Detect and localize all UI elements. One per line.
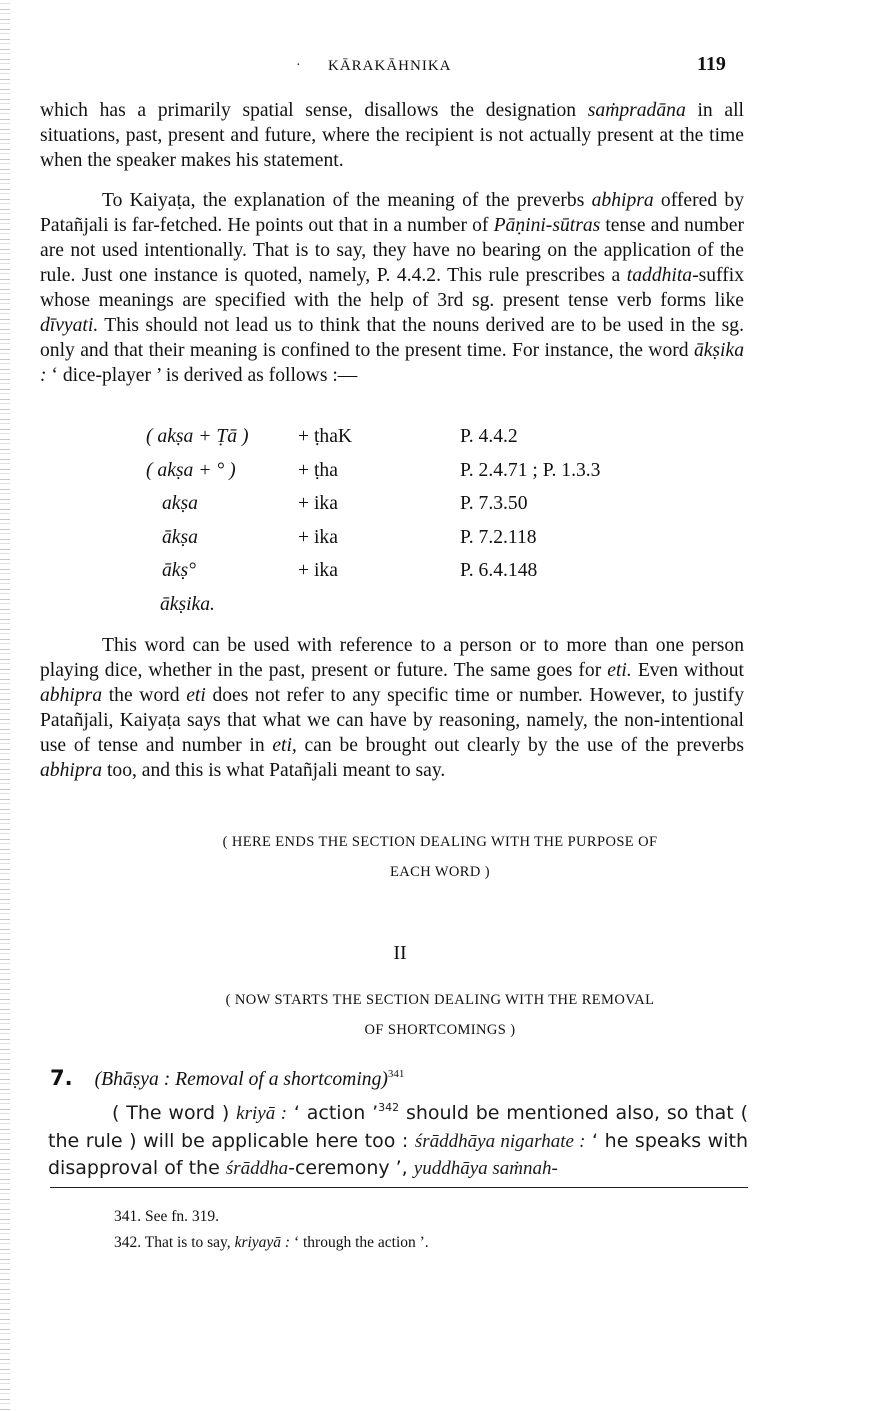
derivation-form: ākṣ° xyxy=(162,560,196,581)
section-end-line-1: ( HERE ENDS THE SECTION DEALING WITH THE PURPOSE OF xyxy=(222,834,658,850)
footnote-342: 342. That is to say, kriyayā : ‘ through the action ’. xyxy=(114,1234,429,1251)
section-7-heading xyxy=(50,1066,404,1091)
paragraph-2: To Kaiyaṭa, the explanation of the meaning of the preverbs abhipra offered by Patañjali is far-fetched. He points out that in a number of Pāṇini-sūtras tense and number are not used intentionally. That is to say, they have no bearing on the application of the rule. Just one instance is quoted, namely, P. 4.4.2. This rule prescribes a taddhita-suffix whose meanings are specified with the help of 3rd sg. present tense verb forms like dīvyati. This should not lead us to think that the nouns derived are to be used in the sg. only and that their meaning is confined to the present time. For instance, the word ākṣika : ‘ dice-player ’ is derived as follows :— xyxy=(40,190,744,386)
derivation-suffix: + ika xyxy=(298,560,338,581)
derivation-rule: P. 7.3.50 xyxy=(460,493,528,514)
header-dot: · xyxy=(296,58,301,73)
derivation-row xyxy=(146,560,706,594)
derivation-row xyxy=(146,527,706,561)
section-roman-numeral: II xyxy=(393,942,407,964)
derivation-rule: P. 4.4.2 xyxy=(460,426,518,447)
section-start-note xyxy=(120,985,760,1045)
section-title: (Bhāṣya : Removal of a shortcoming) xyxy=(94,1069,388,1090)
derivation-suffix: + ika xyxy=(298,526,338,548)
derivation-row xyxy=(146,493,706,527)
footnote-341: 341. See fn. 319. xyxy=(114,1208,220,1225)
derivation-form: ( akṣa + Ṭā ) xyxy=(146,426,249,447)
derivation-result: ākṣika. xyxy=(160,593,215,615)
derivation-form: akṣa xyxy=(162,493,198,514)
paragraph-3: This word can be used with reference to a person or to more than one person playing dice, whether in the past, present or future. The same goes for eti. Even without abhipra the word eti does not refer to any specific time or number. However, to justify Patañjali, Kaiyaṭa says that what we can have by reasoning, namely, the non-intentional use of tense and number in eti, can be brought out clearly by the use of the preverbs abhipra too, and this is what Patañjali meant to say. xyxy=(40,635,745,781)
derivation-suffix: + ṭhaK xyxy=(298,426,353,447)
derivation-rule: P. 6.4.148 xyxy=(460,560,538,581)
paragraph-1: which has a primarily spatial sense, disallows the designation saṁpradāna in all situations, past, present and future, where the recipient is not actually present at the time when the speaker makes his statement. xyxy=(40,100,744,171)
scan-spine-edge xyxy=(0,0,10,1411)
derivation-suffix: + ṭha xyxy=(298,459,338,481)
page-number: 119 xyxy=(697,53,726,75)
section-start-line-1: ( NOW STARTS THE SECTION DEALING WITH THE REMOVAL xyxy=(225,992,655,1008)
section-end-note xyxy=(120,827,760,887)
footnote-ref-342: 342 xyxy=(378,1101,400,1114)
derivation-row xyxy=(146,594,706,628)
derivation-rule: P. 7.2.118 xyxy=(460,526,537,548)
footnote-divider xyxy=(50,1187,748,1188)
derivation-row xyxy=(146,460,706,494)
running-header: KĀRAKĀHNIKA xyxy=(328,58,452,74)
derivation-row xyxy=(146,426,706,460)
derivation-suffix: + ika xyxy=(298,493,338,514)
section-start-line-2: OF SHORTCOMINGS ) xyxy=(364,1022,516,1038)
derivation-rule: P. 2.4.71 ; P. 1.3.3 xyxy=(460,459,601,481)
derivation-form: ākṣa xyxy=(162,526,198,548)
paragraph-4: ( The word ) kriyā : ‘ action ’$^{342}$ should be mentioned also, so that ( the rule ) will be applicable here too : śrāddhāya nigarhate : ‘ he speaks with disapproval of the śrāddha-ceremony ’, yuddhāya saṁnah- xyxy=(48,1101,748,1179)
section-number: 7. xyxy=(50,1066,73,1090)
footnote-ref-341: 341 xyxy=(387,1068,405,1080)
section-end-line-2: EACH WORD ) xyxy=(390,864,490,880)
derivation-table xyxy=(146,426,706,627)
derivation-form: ( akṣa + ° ) xyxy=(146,459,236,481)
